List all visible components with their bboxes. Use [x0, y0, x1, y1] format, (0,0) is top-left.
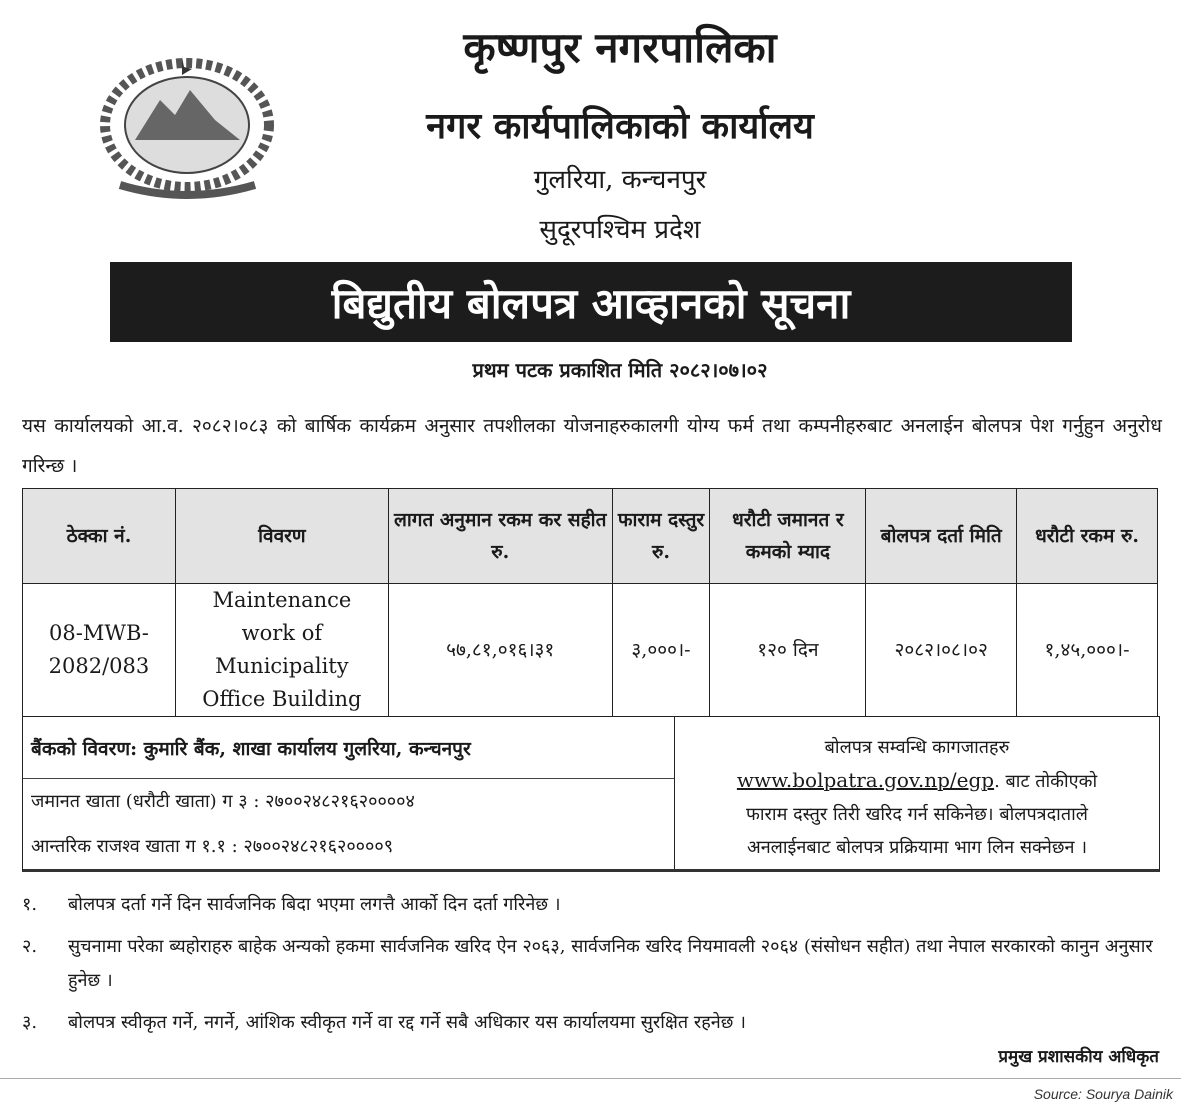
header-form-fee: फाराम दस्तुर रु. — [612, 489, 710, 584]
docs-line: बोलपत्र सम्वन्धि कागजातहरु — [824, 737, 1010, 758]
cell-form-fee: ३,०००।- — [612, 584, 710, 717]
cell-bid-validity: १२० दिन — [710, 584, 866, 717]
province: सुदूरपश्चिम प्रदेश — [539, 215, 701, 245]
table-row — [23, 584, 1158, 717]
nepal-emblem-logo — [100, 55, 275, 205]
bank-details-box — [22, 716, 1160, 872]
note-item — [22, 930, 1162, 998]
source-credit: Source: Sourya Dainik — [1033, 1086, 1173, 1102]
signatory: प्रमुख प्रशासकीय अधिकृत — [998, 1047, 1159, 1067]
docs-line: अनलाईनबाट बोलपत्र प्रक्रियामा भाग लिन सक्नेछन । — [746, 837, 1088, 858]
table-header-row — [23, 489, 1158, 584]
cell-submission-date: २०८२।०८।०२ — [866, 584, 1017, 717]
bolpatra-link[interactable]: www.bolpatra.gov.np/egp — [736, 768, 995, 792]
address: गुलरिया, कन्चनपुर — [533, 165, 707, 195]
header-estimated-cost: लागत अनुमान रकम कर सहीत रु. — [388, 489, 612, 584]
note-number: ३. — [22, 1012, 38, 1033]
cell-contract-no: 08-MWB-2082/083 — [23, 584, 176, 717]
note-number: २. — [22, 936, 38, 957]
header-description: विवरण — [175, 489, 388, 584]
docs-line: फाराम दस्तुर तिरी खरिद गर्न सकिनेछ। बोलपत्रदाताले — [746, 804, 1088, 825]
docs-line: . बाट तोकीएको — [994, 771, 1098, 792]
published-date: प्रथम पटक प्रकाशित मिति २०८२।०७।०२ — [472, 358, 768, 382]
revenue-account: आन्तरिक राजश्व खाता ग १.१ : २७००२४८२१६२००००९ — [31, 836, 394, 857]
notice-banner: बिद्युतीय बोलपत्र आव्हानको सूचना — [110, 262, 1072, 342]
header-bid-security: धरौटी रकम रु. — [1017, 489, 1158, 584]
header-bid-validity: धरौटी जमानत र कमको म्याद — [710, 489, 866, 584]
cell-bid-security: १,४५,०००।- — [1017, 584, 1158, 717]
note-item — [22, 888, 1162, 922]
note-text: बोलपत्र स्वीकृत गर्ने, नगर्ने, आंशिक स्वीकृत गर्ने वा रद्द गर्ने सबै अधिकार यस कार्यालयमा सुरक्षित रहनेछ । — [68, 1012, 746, 1033]
divider — [0, 1078, 1181, 1079]
bank-heading: बैंकको विवरण: कुमारि बैंक, शाखा कार्यालय गुलरिया, कन्चनपुर — [23, 717, 674, 779]
office-title: नगर कार्यपालिकाको कार्यालय — [426, 105, 814, 147]
intro-paragraph: यस कार्यालयको आ.व. २०८२।०८३ को बार्षिक कार्यक्रम अनुसार तपशीलका योजनाहरुकालगी योग्य फर्म तथा कम्पनीहरुबाट अनलाईन बोलपत्र पेश गर्नुहुन अनुरोध गरिन्छ । — [22, 415, 1162, 477]
municipality-title: कृष्णपुर नगरपालिका — [463, 23, 777, 72]
cell-estimated-cost: ५७,८१,०१६।३१ — [388, 584, 612, 717]
note-text: बोलपत्र दर्ता गर्ने दिन सार्वजनिक बिदा भएमा लगत्तै आर्को दिन दर्ता गरिनेछ । — [68, 894, 561, 915]
header-submission-date: बोलपत्र दर्ता मिति — [866, 489, 1017, 584]
header-contract-no: ठेक्का नं. — [23, 489, 176, 584]
guarantee-account: जमानत खाता (धरौटी खाता) ग ३ : २७००२४८२१६२००००४ — [31, 791, 415, 812]
tender-table — [22, 488, 1158, 717]
cell-description: Maintenance work of Municipality Office Building — [175, 584, 388, 717]
note-text: सुचनामा परेका ब्यहोराहरु बाहेक अन्यको हकमा सार्वजनिक खरिद ऐन २०६३, सार्वजनिक खरिद नियमावली २०६४ (संसोधन सहीत) तथा नेपाल सरकारको कानुन अनुसार हुनेछ । — [68, 936, 1153, 991]
bid-documents-info — [675, 717, 1159, 869]
note-item — [22, 1006, 1162, 1040]
bank-accounts — [23, 717, 675, 869]
note-number: १. — [22, 894, 38, 915]
